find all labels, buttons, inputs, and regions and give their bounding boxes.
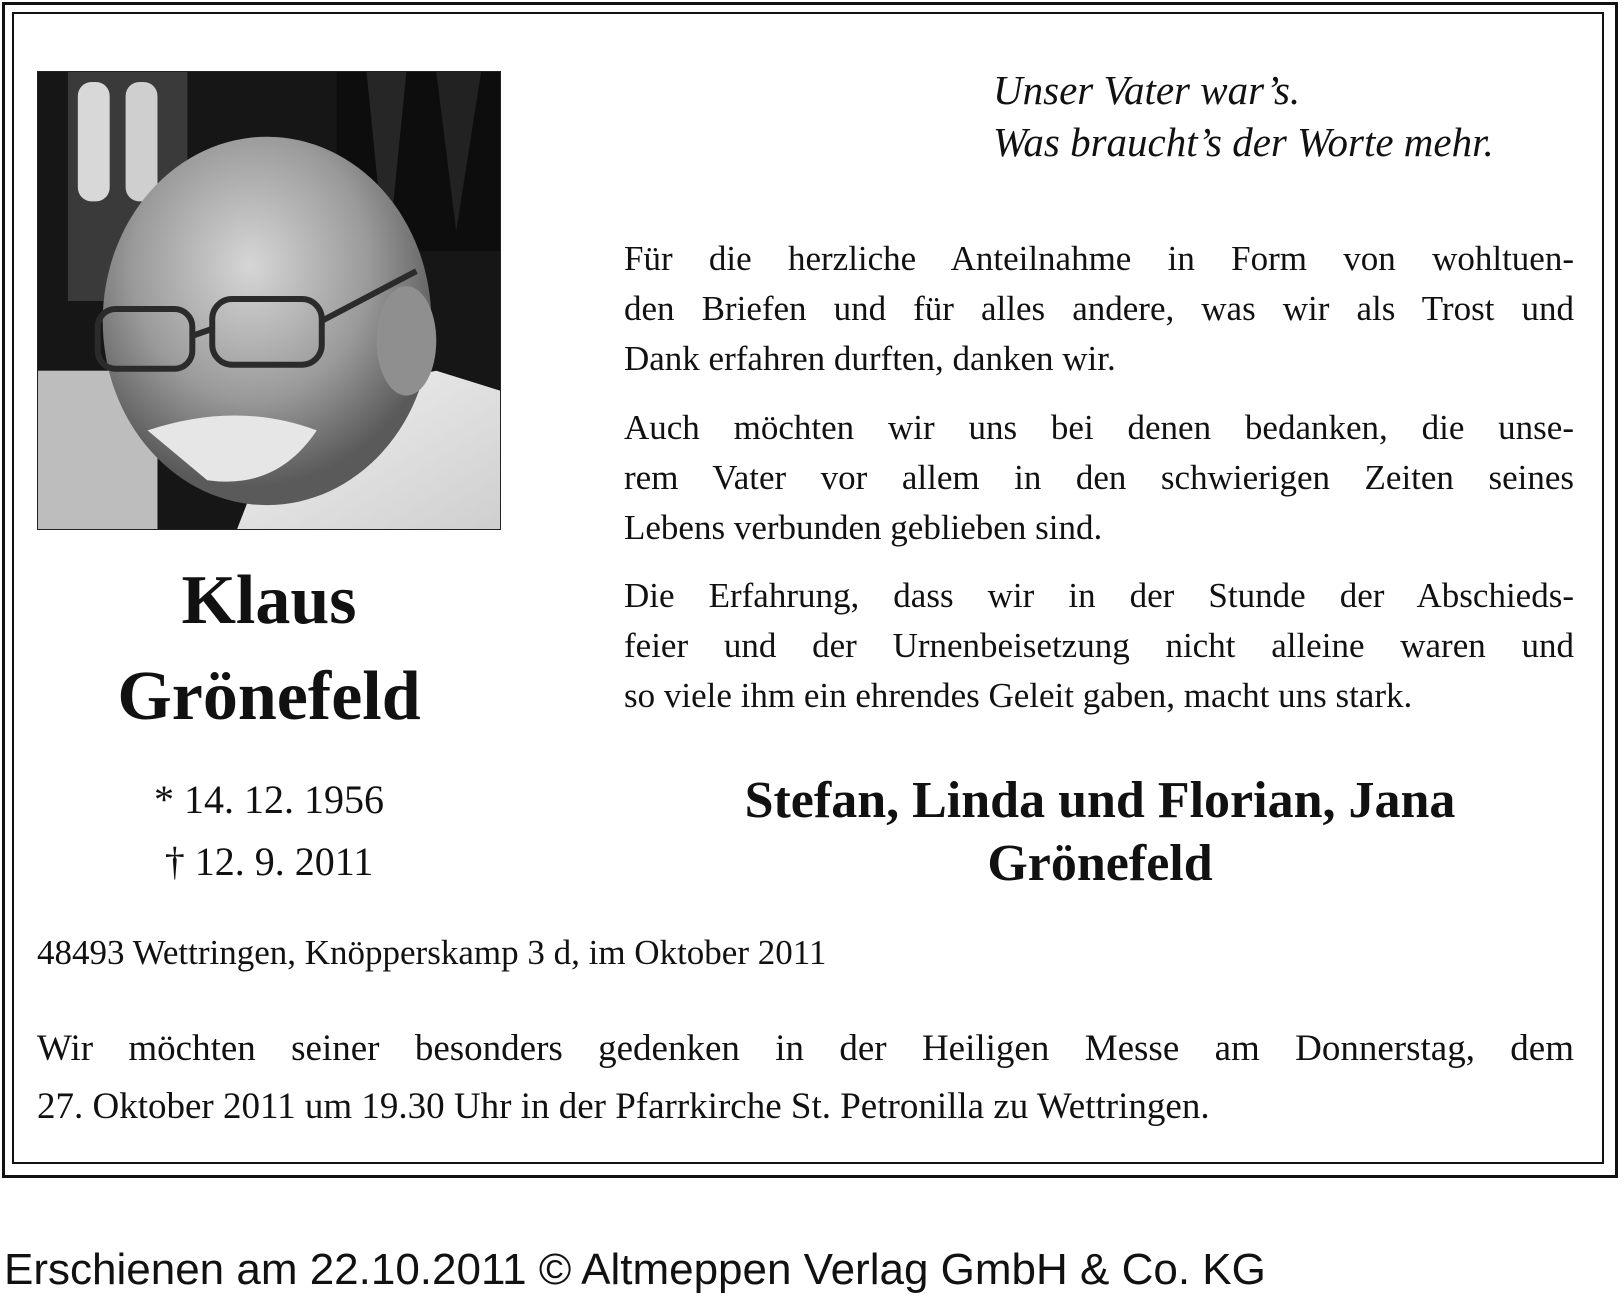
memorial-mass-line-2: 27. Oktober 2011 um 19.30 Uhr in der Pfarrkirche St. Petronilla zu Wettringen. [37, 1086, 1210, 1127]
deceased-last-name: Grönefeld [117, 658, 421, 735]
paragraph-line: Die Erfahrung, dass wir in der Stunde der Abschieds- [624, 576, 1574, 615]
paragraph-line: rem Vater vor allem in den schwierigen Zeiten seines [624, 458, 1574, 497]
motto-line-2: Was braucht’s der Worte mehr. [993, 119, 1494, 165]
paragraph-line: Für die herzliche Anteilnahme in Form von wohltuen- [624, 239, 1574, 278]
birth-date: * 14. 12. 1956 [154, 777, 384, 822]
paragraph-line: Lebens verbunden geblieben sind. [624, 508, 1103, 547]
death-date: † 12. 9. 2011 [164, 839, 374, 884]
motto-line-1: Unser Vater war’s. [993, 67, 1301, 113]
paragraph-line: so viele ihm ein ehrendes Geleit gaben, macht uns stark. [624, 676, 1413, 715]
address-line: 48493 Wettringen, Knöpperskamp 3 d, im Oktober 2011 [37, 933, 827, 972]
memorial-mass-line-1: Wir möchten seiner besonders gedenken in der Heiligen Messe am Donnerstag, dem [37, 1028, 1574, 1069]
paragraph-line: Dank erfahren durften, danken wir. [624, 339, 1116, 378]
thanks-paragraph-1 [624, 234, 1574, 384]
deceased-first-name: Klaus [181, 562, 357, 639]
family-names: Stefan, Linda und Florian, Jana [744, 772, 1456, 829]
family-surname: Grönefeld [987, 835, 1213, 892]
paragraph-line: Auch möchten wir uns bei denen bedanken, die unse- [624, 408, 1574, 447]
thanks-paragraph-2 [624, 403, 1574, 553]
thanks-paragraph-3 [624, 571, 1574, 721]
publication-footer: Erschienen am 22.10.2011 © Altmeppen Verlag GmbH & Co. KG [4, 1245, 1266, 1294]
portrait-photo [37, 71, 501, 530]
paragraph-line: feier und der Urnenbeisetzung nicht alleine waren und [624, 626, 1574, 665]
paragraph-line: den Briefen und für alles andere, was wir als Trost und [624, 289, 1574, 328]
